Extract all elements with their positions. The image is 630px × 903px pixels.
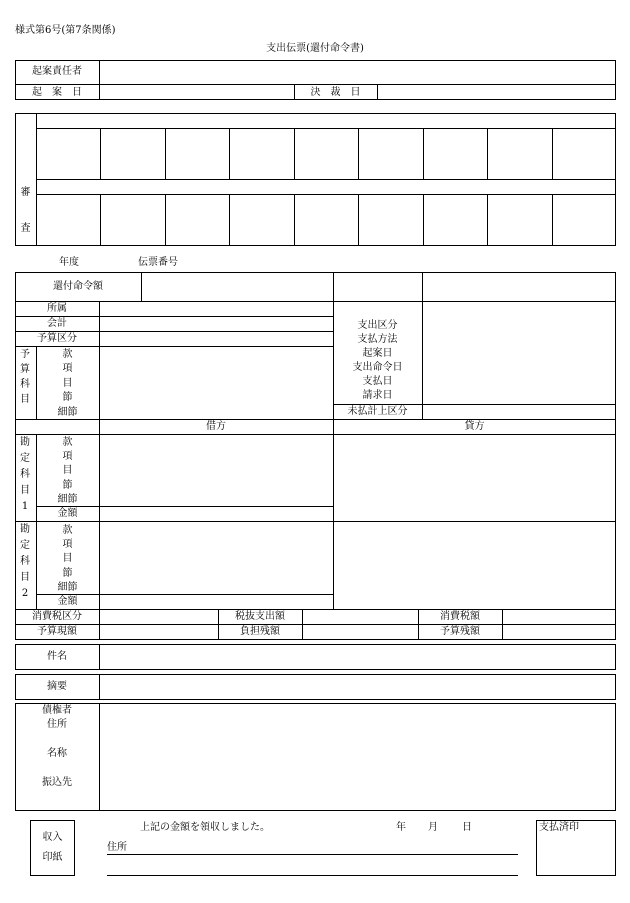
review-stamp-cell[interactable] [166, 129, 229, 179]
review-stamp-cell[interactable] [359, 129, 422, 179]
budget-current-label: 予算現額 [37, 626, 77, 637]
tax-excluded-label: 税抜支出額 [235, 611, 285, 622]
budget-balance-label: 予算残額 [440, 626, 480, 637]
review-stamp-cell[interactable] [101, 195, 164, 245]
review-stamp-cell[interactable] [295, 195, 358, 245]
receipt-address-label: 住所 [107, 842, 127, 853]
creditor-field[interactable] [100, 704, 615, 810]
review-stamp-cell[interactable] [37, 195, 100, 245]
credit-header: 貸方 [464, 421, 485, 432]
account1-sub-list: 款 項 目 節 細節 [57, 437, 78, 505]
review-label-top: 審 [20, 187, 31, 198]
budget-sub-list: 款 項 目 節 細節 [57, 349, 78, 418]
review-stamp-cell[interactable] [488, 195, 551, 245]
debit-header: 借方 [206, 421, 226, 432]
refund-amount-field[interactable] [142, 273, 333, 301]
fiscal-year-label: 年度 [59, 257, 79, 268]
unpaid-label: 未払計上区分 [347, 406, 408, 417]
form-number: 様式第6号(第7条関係) [15, 25, 116, 36]
review-stamp-cell[interactable] [424, 195, 487, 245]
receipt-year-label: 年 [396, 822, 406, 833]
paid-stamp-label: 支払済印 [539, 822, 579, 833]
review-stamp-cell[interactable] [230, 195, 293, 245]
budget-item-label: 予 算 科 目 [20, 349, 30, 405]
account2-sub-list: 款 項 目 節 細節 [57, 525, 78, 593]
approval-date-label: 決 裁 日 [310, 87, 361, 98]
payment-info-labels: 支出区分 支払方法 起案日 支出命令日 支払日 請求日 [352, 320, 403, 401]
summary-label: 摘要 [47, 681, 67, 692]
budget-category-label: 予算区分 [37, 333, 77, 344]
receipt-statement: 上記の金額を領収しました。 [140, 822, 270, 833]
creditor-name-label: 名称 [47, 748, 67, 759]
review-stamp-cell[interactable] [488, 129, 551, 179]
review-stamp-cell[interactable] [553, 129, 616, 179]
draft-date-field[interactable] [100, 85, 294, 100]
summary-field[interactable] [100, 675, 615, 699]
review-stamp-cell[interactable] [424, 129, 487, 179]
review-stamp-cell[interactable] [37, 129, 100, 179]
receipt-month-label: 月 [428, 822, 438, 833]
drafter-label: 起案責任者 [32, 66, 82, 77]
creditor-label: 債権者 [42, 705, 72, 716]
receipt-name-field[interactable] [107, 858, 518, 875]
drafter-field[interactable] [100, 61, 615, 84]
main-form-block [15, 272, 616, 640]
review-stamp-cell[interactable] [101, 129, 164, 179]
review-stamp-cell[interactable] [553, 195, 616, 245]
review-stamp-cell[interactable] [295, 129, 358, 179]
account2-label: 勘 定 科 目 2 [20, 524, 30, 599]
tax-category-label: 消費税区分 [32, 611, 82, 622]
receipt-day-label: 日 [462, 822, 472, 833]
accounting-label: 会計 [47, 318, 67, 329]
burden-balance-label: 負担残額 [240, 626, 280, 637]
subject-label: 件名 [47, 651, 67, 662]
account1-amount-label: 金額 [57, 508, 78, 519]
approval-date-field[interactable] [378, 85, 615, 100]
draft-date-label: 起 案 日 [32, 87, 82, 98]
slip-number-label: 伝票番号 [138, 257, 178, 268]
review-stamp-cell[interactable] [230, 129, 293, 179]
creditor-address-label: 住所 [47, 719, 67, 730]
account1-label: 勘 定 科 目 1 [20, 437, 30, 512]
account2-amount-label: 金額 [57, 596, 78, 607]
subject-field[interactable] [100, 645, 615, 669]
affiliation-label: 所属 [47, 303, 67, 314]
creditor-transfer-label: 振込先 [42, 777, 72, 788]
refund-amount-label: 還付命令額 [53, 281, 103, 292]
receipt-address-field[interactable] [130, 840, 518, 854]
stamp-line1: 収入 [42, 832, 63, 843]
page-title: 支出伝票(還付命令書) [266, 43, 364, 54]
stamp-line2: 印紙 [42, 852, 63, 863]
consumption-tax-label: 消費税額 [440, 611, 480, 622]
review-label-bottom: 査 [20, 223, 31, 234]
review-stamp-cell[interactable] [359, 195, 422, 245]
review-stamp-cell[interactable] [166, 195, 229, 245]
revenue-stamp-box [30, 820, 75, 876]
